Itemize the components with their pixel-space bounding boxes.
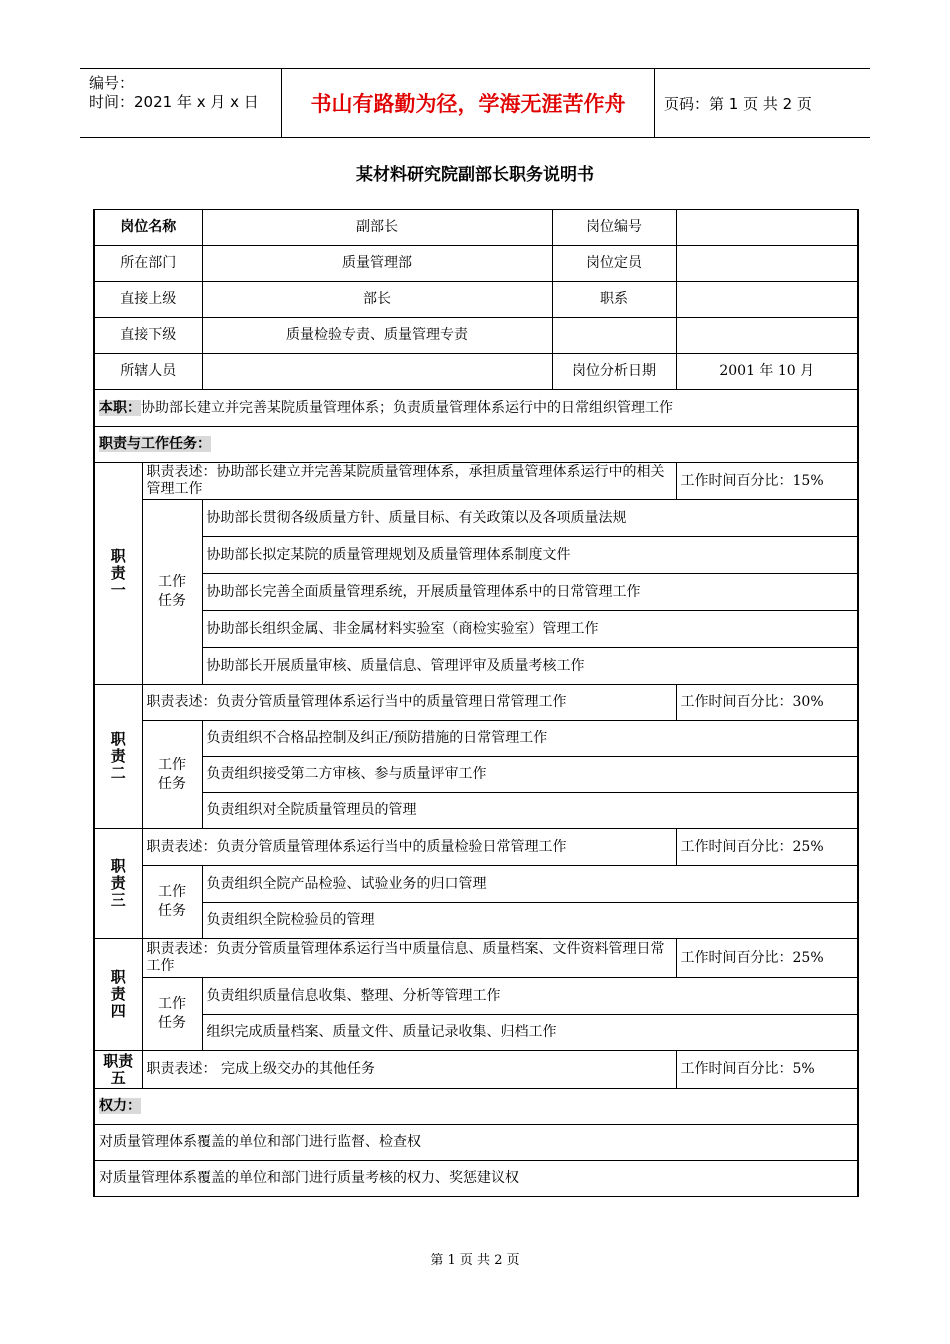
duty-1-task-1: 协助部长贯彻各级质量方针、质量目标、有关政策以及各项质量法规 bbox=[202, 500, 858, 537]
duty-1-task-row bbox=[94, 500, 858, 537]
duty-2-task-row bbox=[94, 721, 858, 757]
duty-1-task-row bbox=[94, 648, 858, 685]
summary-row bbox=[94, 390, 858, 427]
position-name-value: 副部长 bbox=[202, 210, 552, 246]
duty-4-desc: 职责表述：负责分管质量管理体系运行当中质量信息、质量档案、文件资料管理日常工作 bbox=[142, 939, 676, 978]
basic-row-subordinate bbox=[94, 318, 858, 354]
basic-row-dept bbox=[94, 246, 858, 282]
analysis-date-value: 2001 年 10 月 bbox=[676, 354, 858, 390]
duty-4-task-row bbox=[94, 1015, 858, 1051]
position-no-value bbox=[676, 210, 858, 246]
duty-3-desc-row bbox=[94, 829, 858, 866]
superior-label: 直接上级 bbox=[94, 282, 202, 318]
duty-2-label: 职 责 二 bbox=[94, 685, 142, 829]
duty-2-task-3: 负责组织对全院质量管理员的管理 bbox=[202, 793, 858, 829]
duty-3-desc: 职责表述：负责分管质量管理体系运行当中的质量检验日常管理工作 bbox=[142, 829, 676, 866]
doc-number-label: 编号： bbox=[89, 74, 135, 92]
duty-4-task-row bbox=[94, 978, 858, 1015]
duty-4-percent: 工作时间百分比：25% bbox=[676, 939, 858, 978]
duty-1-task-2: 协助部长拟定某院的质量管理规划及质量管理体系制度文件 bbox=[202, 537, 858, 574]
duty-5-desc: 职责表述： 完成上级交办的其他任务 bbox=[142, 1051, 676, 1089]
series-value bbox=[676, 282, 858, 318]
duty-3-task-row bbox=[94, 866, 858, 903]
basic-row-superior bbox=[94, 282, 858, 318]
duty-1-task-5: 协助部长开展质量审核、质量信息、管理评审及质量考核工作 bbox=[202, 648, 858, 685]
document-title: 某材料研究院副部长职务说明书 bbox=[356, 165, 594, 185]
authority-row bbox=[94, 1125, 858, 1161]
authority-heading: 权力： bbox=[99, 1098, 141, 1114]
dept-value: 质量管理部 bbox=[202, 246, 552, 282]
duty-1-task-4: 协助部长组织金属、非金属材料实验室（商检实验室）管理工作 bbox=[202, 611, 858, 648]
duty-4-task-2: 组织完成质量档案、质量文件、质量记录收集、归档工作 bbox=[202, 1015, 858, 1051]
authority-item-2: 对质量管理体系覆盖的单位和部门进行质量考核的权力、奖惩建议权 bbox=[94, 1161, 858, 1197]
duty-2-percent: 工作时间百分比：30% bbox=[676, 685, 858, 721]
summary-text: 协助部长建立并完善某院质量管理体系；负责质量管理体系运行中的日常组织管理工作 bbox=[141, 399, 673, 416]
duties-heading-row bbox=[94, 427, 858, 463]
series-label: 职系 bbox=[552, 282, 676, 318]
page-header bbox=[80, 68, 870, 138]
duty-4-task-label: 工作 任务 bbox=[142, 978, 202, 1051]
duty-1-task-3: 协助部长完善全面质量管理系统，开展质量管理体系中的日常管理工作 bbox=[202, 574, 858, 611]
duty-2-task-1: 负责组织不合格品控制及纠正/预防措施的日常管理工作 bbox=[202, 721, 858, 757]
duty-2-task-row bbox=[94, 757, 858, 793]
quota-label: 岗位定员 bbox=[552, 246, 676, 282]
duty-2-desc: 职责表述：负责分管质量管理体系运行当中的质量管理日常管理工作 bbox=[142, 685, 676, 721]
duty-3-label: 职 责 三 bbox=[94, 829, 142, 939]
duty-2-task-row bbox=[94, 793, 858, 829]
duty-2-task-2: 负责组织接受第二方审核、参与质量评审工作 bbox=[202, 757, 858, 793]
job-description-table bbox=[93, 209, 859, 1197]
duty-5-row bbox=[94, 1051, 858, 1089]
duty-5-percent: 工作时间百分比：5% bbox=[676, 1051, 858, 1089]
duty-1-desc-row bbox=[94, 463, 858, 500]
subordinate-value: 质量检验专责、质量管理专责 bbox=[202, 318, 552, 354]
authority-row bbox=[94, 1161, 858, 1197]
summary-label: 本职： bbox=[99, 399, 141, 416]
position-name-label: 岗位名称 bbox=[94, 210, 202, 246]
header-meta bbox=[80, 69, 280, 137]
duty-1-desc: 职责表述：协助部长建立并完善某院质量管理体系，承担质量管理体系运行中的相关管理工作 bbox=[142, 463, 676, 500]
dept-label: 所在部门 bbox=[94, 246, 202, 282]
doc-date: 时间：2021 年 x 月 x 日 bbox=[89, 93, 259, 111]
duty-4-task-1: 负责组织质量信息收集、整理、分析等管理工作 bbox=[202, 978, 858, 1015]
header-page-info: 页码：第 1 页 共 2 页 bbox=[664, 95, 812, 113]
authority-item-1: 对质量管理体系覆盖的单位和部门进行监督、检查权 bbox=[94, 1125, 858, 1161]
quota-value bbox=[676, 246, 858, 282]
duty-3-task-2: 负责组织全院检验员的管理 bbox=[202, 903, 858, 939]
duty-1-task-row bbox=[94, 537, 858, 574]
duty-4-label: 职 责 四 bbox=[94, 939, 142, 1051]
basic-row-staff bbox=[94, 354, 858, 390]
duty-1-task-row bbox=[94, 574, 858, 611]
duty-3-task-row bbox=[94, 903, 858, 939]
duty-4-desc-row bbox=[94, 939, 858, 978]
basic-row-position bbox=[94, 210, 858, 246]
duty-1-task-row bbox=[94, 611, 858, 648]
duty-2-desc-row bbox=[94, 685, 858, 721]
duty-3-percent: 工作时间百分比：25% bbox=[676, 829, 858, 866]
empty-cell bbox=[552, 318, 676, 354]
duty-1-task-label: 工作 任务 bbox=[142, 500, 202, 685]
duties-heading-cell bbox=[94, 427, 858, 463]
duty-2-task-label: 工作 任务 bbox=[142, 721, 202, 829]
duty-1-label: 职 责 一 bbox=[94, 463, 142, 685]
staff-label: 所辖人员 bbox=[94, 354, 202, 390]
authority-heading-row bbox=[94, 1089, 858, 1125]
superior-value: 部长 bbox=[202, 282, 552, 318]
page-footer: 第 1 页 共 2 页 bbox=[430, 1253, 520, 1268]
duty-1-percent: 工作时间百分比：15% bbox=[676, 463, 858, 500]
header-motto: 书山有路勤为径，学海无涯苦作舟 bbox=[281, 69, 655, 137]
summary-cell bbox=[94, 390, 858, 427]
duty-3-task-label: 工作 任务 bbox=[142, 866, 202, 939]
analysis-date-label: 岗位分析日期 bbox=[552, 354, 676, 390]
empty-cell bbox=[676, 318, 858, 354]
position-no-label: 岗位编号 bbox=[552, 210, 676, 246]
subordinate-label: 直接下级 bbox=[94, 318, 202, 354]
duties-heading: 职责与工作任务： bbox=[99, 436, 211, 452]
duty-3-task-1: 负责组织全院产品检验、试验业务的归口管理 bbox=[202, 866, 858, 903]
authority-heading-cell bbox=[94, 1089, 858, 1125]
duty-5-label: 职责 五 bbox=[94, 1051, 142, 1089]
staff-value bbox=[202, 354, 552, 390]
